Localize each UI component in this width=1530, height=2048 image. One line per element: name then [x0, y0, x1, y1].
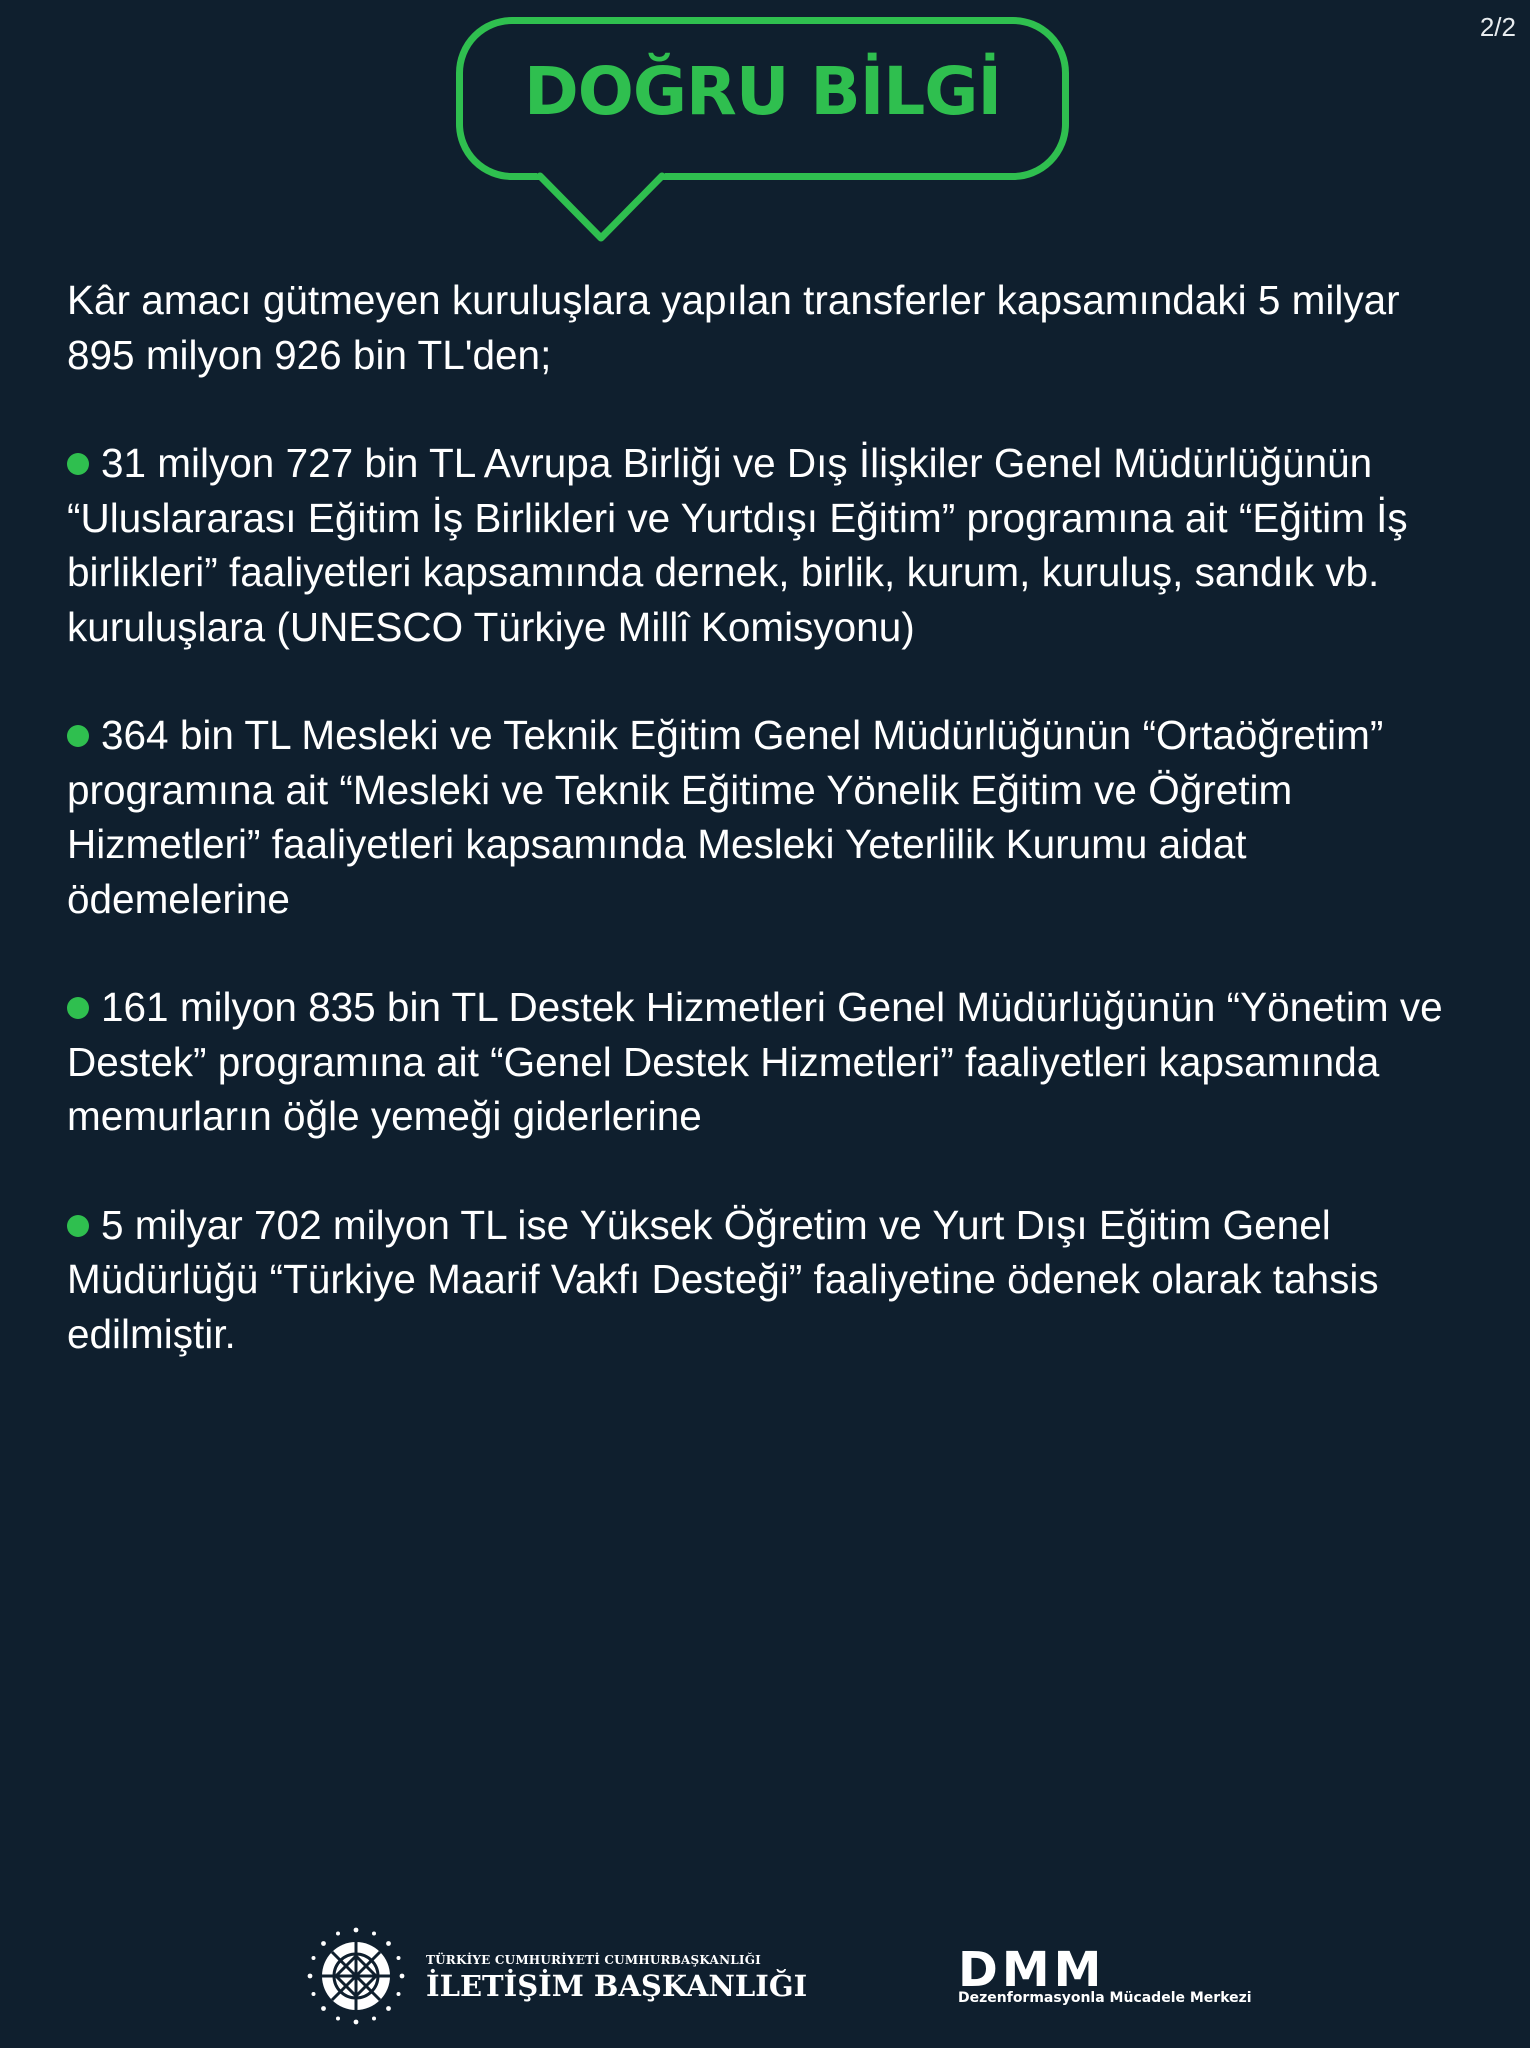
- iletisim-baskanligi-logo-icon: [306, 1926, 406, 2026]
- footer-org-text: [426, 1953, 807, 2003]
- header-title: DOĞRU BİLGİ: [523, 53, 1002, 130]
- footer-org-subtitle: TÜRKİYE CUMHURİYETİ CUMHURBAŞKANLIĞI: [426, 1953, 761, 1967]
- bullet-item: [67, 980, 1477, 1144]
- bullet-item: [67, 1198, 1477, 1362]
- dmm-subtitle: Dezenformasyonla Mücadele Merkezi: [958, 1990, 1252, 2006]
- page-counter: 2/2: [1479, 12, 1516, 42]
- bullet-dot-icon: [67, 453, 89, 475]
- header-speech-bubble: [456, 17, 1069, 180]
- bullet-dot-icon: [67, 997, 89, 1019]
- bullet-text: 31 milyon 727 bin TL Avrupa Birliği ve Dış İlişkiler Genel Müdürlüğünün “Uluslararası Eğitim İş Birlikleri ve Yurtdışı Eğitim” programına ait “Eğitim İş birlikleri” faaliyetleri kapsamında dernek, birlik, kurum, kuruluş, sandık vb. kuruluşlara (UNESCO Türkiye Millî Komisyonu): [67, 440, 1408, 650]
- intro-paragraph: Kâr amacı gütmeyen kuruluşlara yapılan transferler kapsamındaki 5 milyar 895 milyon 926 bin TL'den;: [67, 277, 1400, 378]
- bullet-dot-icon: [67, 725, 89, 747]
- dmm-logo: DMM: [958, 1942, 1106, 1998]
- bullet-item: [67, 708, 1477, 926]
- bullet-item: [67, 436, 1477, 654]
- bullet-dot-icon: [67, 1215, 89, 1237]
- speech-bubble-tail-icon: [536, 170, 666, 248]
- footer-org-title: İLETİŞİM BAŞKANLIĞI: [426, 1969, 808, 2003]
- bullet-text: 364 bin TL Mesleki ve Teknik Eğitim Genel Müdürlüğünün “Ortaöğretim” programına ait “Mesleki ve Teknik Eğitime Yönelik Eğitim ve Öğretim Hizmetleri” faaliyetleri kapsamında Mesleki Yeterlilik Kurumu aidat ödemelerine: [67, 712, 1384, 922]
- bullet-text: 5 milyar 702 milyon TL ise Yüksek Öğretim ve Yurt Dışı Eğitim Genel Müdürlüğü “Türkiye Maarif Vakfı Desteği” faaliyetine ödenek olarak tahsis edilmiştir.: [67, 1201, 1379, 1357]
- bullet-text: 161 milyon 835 bin TL Destek Hizmetleri Genel Müdürlüğünün “Yönetim ve Destek” programına ait “Genel Destek Hizmetleri” faaliyetleri kapsamında memurların öğle yemeği giderlerine: [67, 984, 1443, 1139]
- main-content: [67, 273, 1477, 1415]
